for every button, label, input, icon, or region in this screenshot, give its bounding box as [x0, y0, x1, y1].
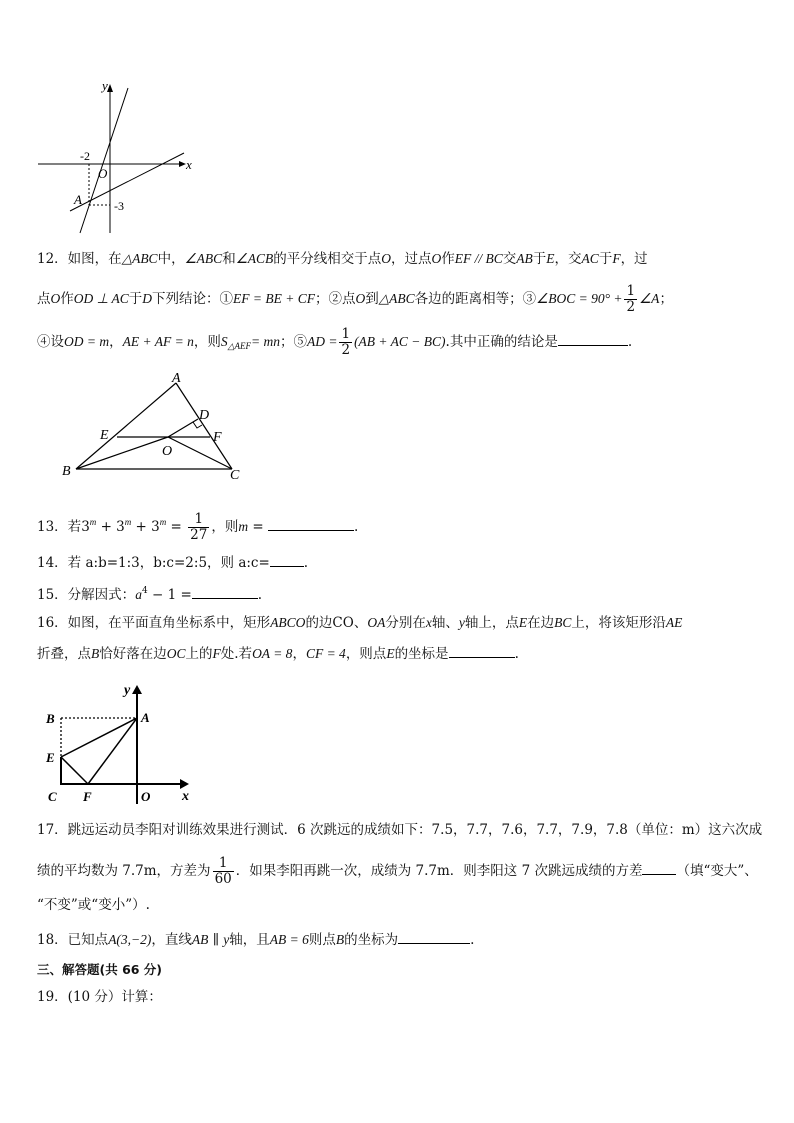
q13-line: 13．若$3^m + 3^m + 3^m$ = $\frac{1}{27}$ ，则m = . [37, 511, 359, 543]
q17-line-1: 17．跳远运动员李阳对训练效果进行测试．6 次跳远的成绩如下：7.5，7.7，7.6，7.7，7.9，7.8（单位：m）这六次成 [37, 822, 763, 838]
label-e: E [100, 428, 109, 443]
segment-bo [76, 437, 168, 469]
q14-line: 14．若 a:b=1:3，b:c=2:5，则 a:c= . [37, 552, 308, 573]
q12-line-1: 12．如图，在△ABC中，∠ABC和∠ACB的平分线相交于点O，过点O作EF // BC交AB于E，交AC于F，过 [37, 251, 648, 267]
q11-graph-figure [36, 78, 198, 238]
q18-answer-blank[interactable] [398, 929, 470, 944]
x-axis-label: x [186, 157, 192, 172]
x-axis-arrow [179, 161, 186, 167]
side-ab [76, 383, 176, 469]
label-c: C [48, 789, 57, 804]
q12-line-3: ④设OD = m，AE + AF = n，则$S_{\triangle AEF}=$ mn；⑤AD = $\frac{1}{2}$ (AB + AC − BC).其中正确的结论是 . [37, 326, 633, 358]
label-f: F [213, 430, 222, 445]
side-ac [176, 383, 232, 469]
x-axis-label: x [182, 789, 189, 804]
q15-line: 15．分解因式：$a^4 - 1$ = . [37, 586, 263, 603]
tick-minus-3: -3 [114, 199, 124, 213]
label-a: A [141, 710, 150, 725]
q12-line-2: 点O作OD ⊥ AC于D下列结论：①EF = BE + CF；②点O到△ABC各边的距离相等；③∠BOC = 90° + $\frac{1}{2}$ ∠A； [37, 283, 673, 315]
q16-answer-blank[interactable] [449, 643, 515, 658]
q16-line-1: 16．如图，在平面直角坐标系中，矩形ABCO的边CO、OA分别在x轴、y轴上，点E在边BC上，将该矩形沿AE [37, 615, 683, 631]
label-b: B [62, 464, 71, 479]
q17-line-2: 绩的平均数为 7.7m，方差为 $\frac{1}{60}$ ．如果李阳再跳一次，成绩为 7.7m．则李阳这 7 次跳远成绩的方差 （填“变大”、 [37, 855, 758, 887]
label-e: E [46, 750, 55, 765]
q17-answer-blank[interactable] [642, 860, 676, 875]
segment-co [168, 437, 232, 469]
q12-answer-blank[interactable] [558, 331, 628, 346]
y-axis-arrow [107, 84, 113, 92]
y-axis-arrow [132, 685, 142, 694]
label-o: O [162, 444, 173, 459]
q16-line-2: 折叠，点B恰好落在边OC上的F处.若OA = 8，CF = 4，则点E的坐标是 . [37, 643, 519, 664]
q19-line: 19．(10 分）计算： [37, 989, 162, 1005]
x-axis-arrow [180, 779, 189, 789]
segment-od [168, 419, 198, 437]
y-axis-label: y [124, 683, 131, 698]
q12-triangle-figure [60, 373, 250, 483]
fraction-one-half-2: $\frac{1}{2}$ [341, 326, 351, 358]
y-axis-label: y [102, 78, 108, 93]
segment-af [88, 718, 137, 784]
point-a-label: A [74, 192, 82, 207]
fraction-1-60: $\frac{1}{60}$ [214, 855, 232, 887]
q17-line-3: “不变”或“变小”）. [37, 897, 150, 913]
label-d: D [199, 408, 210, 423]
segment-ae [61, 718, 137, 757]
label-c: C [230, 468, 240, 483]
label-b: B [46, 711, 55, 726]
label-o: O [141, 789, 151, 804]
segment-ef [61, 757, 88, 784]
label-a: A [172, 373, 181, 386]
tick-minus-2: -2 [80, 149, 90, 163]
q16-rectangle-figure [40, 680, 200, 806]
q18-line: 18．已知点A(3,−2)，直线AB ∥ y轴，且AB = 6则点B的坐标为 . [37, 929, 474, 950]
origin-label: O [98, 166, 108, 181]
q15-answer-blank[interactable] [192, 584, 258, 599]
q13-answer-blank[interactable] [268, 516, 354, 531]
section-3-heading: 三、解答题(共 66 分) [37, 962, 163, 977]
fraction-1-27: $\frac{1}{27}$ [190, 511, 208, 543]
q14-answer-blank[interactable] [270, 552, 304, 567]
fraction-one-half: $\frac{1}{2}$ [626, 283, 636, 315]
label-f: F [83, 789, 92, 804]
